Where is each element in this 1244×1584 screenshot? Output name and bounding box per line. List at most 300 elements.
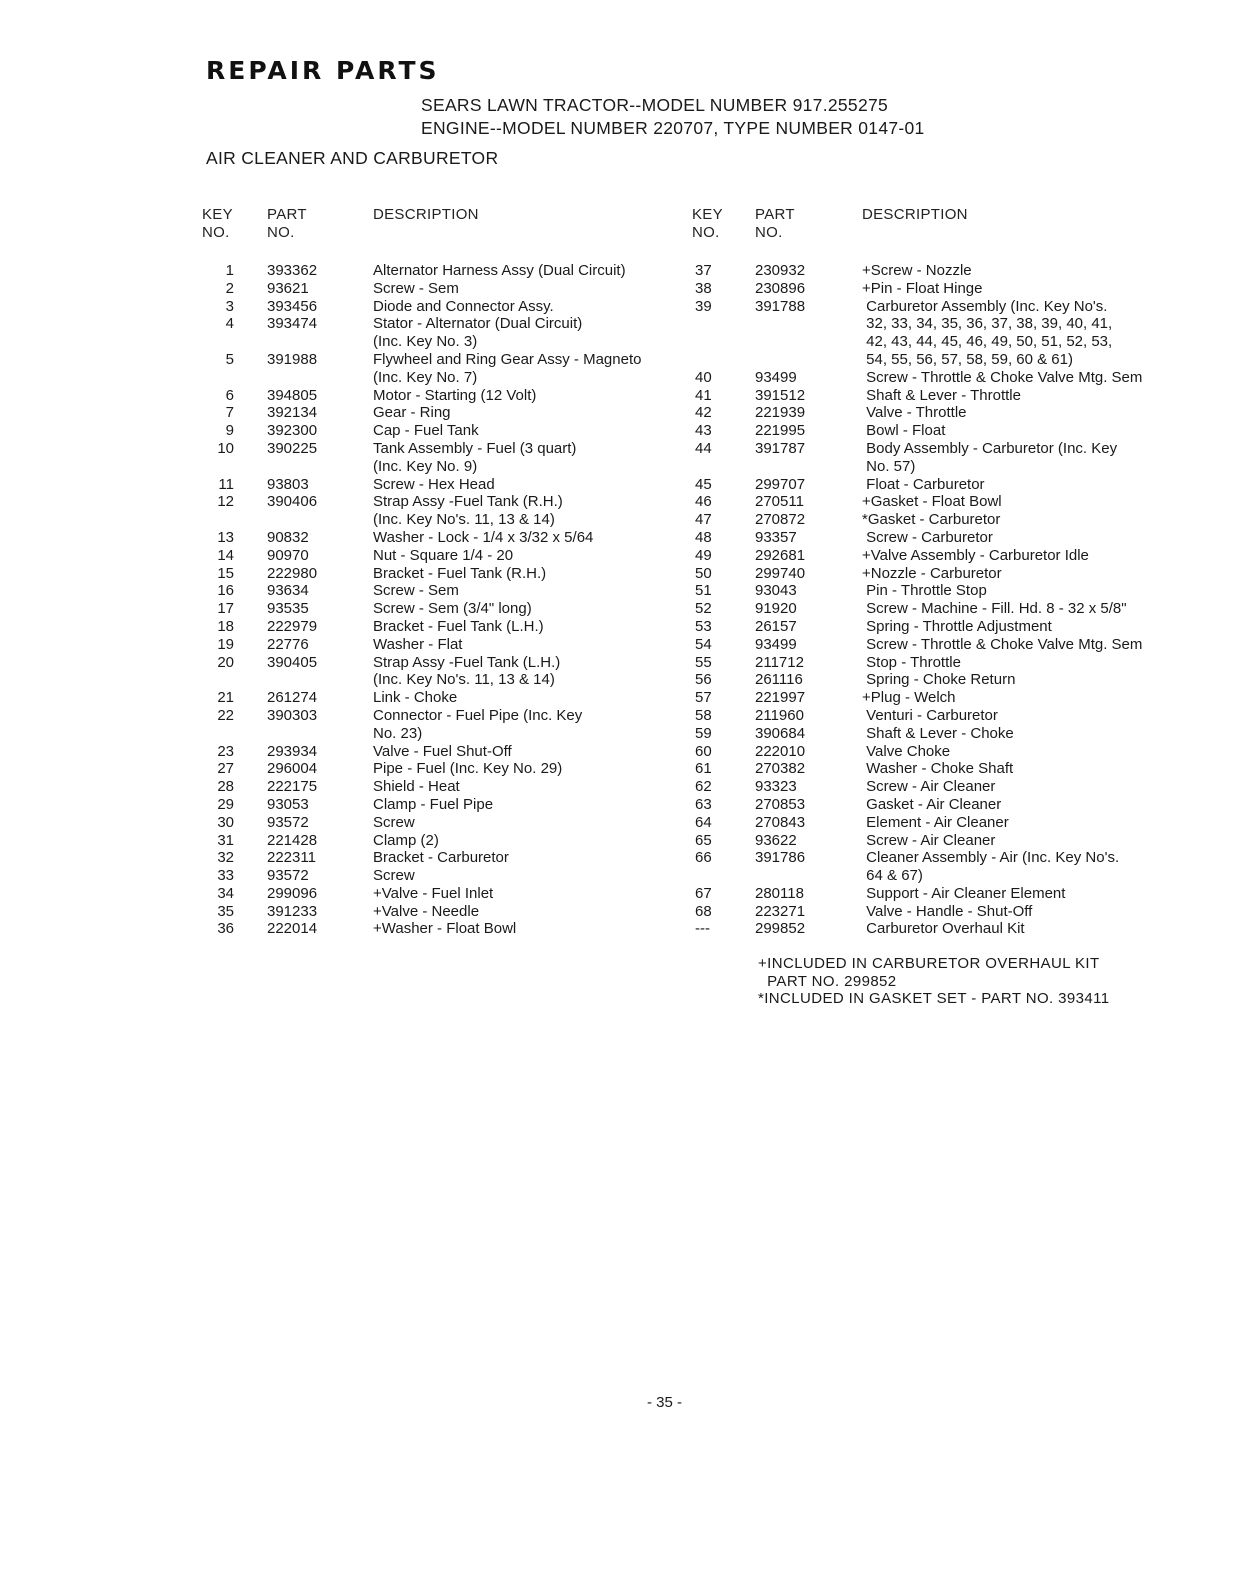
description-line: Screw - Sem — [373, 279, 459, 297]
table-row — [695, 814, 1215, 832]
header-key-no: KEY NO. — [692, 206, 723, 241]
part-no: 93634 — [267, 582, 309, 600]
description-line: (Inc. Key No. 3) — [373, 333, 478, 351]
part-no: 22776 — [267, 635, 309, 653]
description — [373, 885, 493, 903]
key-no: 65 — [695, 831, 712, 849]
description — [862, 262, 972, 280]
part-no: 270382 — [755, 760, 806, 778]
table-row — [695, 849, 1215, 885]
description-line: Screw - Throttle & Choke Valve Mtg. Sem — [862, 368, 1143, 386]
description — [862, 298, 1112, 369]
description — [862, 832, 995, 850]
table-row — [695, 565, 1215, 583]
parts-rows-right — [695, 262, 1215, 938]
description — [373, 262, 626, 280]
key-no: 13 — [217, 528, 234, 546]
part-no: 222311 — [267, 849, 316, 867]
model-line-engine: ENGINE--MODEL NUMBER 220707, TYPE NUMBER 0147-01 — [421, 118, 925, 138]
key-no: 38 — [695, 279, 712, 297]
key-no: 64 — [695, 813, 712, 831]
description — [373, 689, 457, 707]
part-no: 261274 — [267, 689, 318, 707]
table-row — [206, 262, 686, 280]
description-line: Support - Air Cleaner Element — [862, 884, 1066, 902]
footnote-overhaul-kit: +INCLUDED IN CARBURETOR OVERHAUL KIT — [758, 955, 1100, 972]
description-line: Body Assembly - Carburetor (Inc. Key — [862, 439, 1118, 457]
description — [373, 707, 582, 743]
key-no: 11 — [218, 475, 234, 493]
description-line: Gear - Ring — [373, 404, 451, 422]
part-no: 223271 — [755, 902, 806, 920]
key-no: 41 — [695, 386, 712, 404]
description — [373, 298, 554, 316]
key-no: 16 — [217, 582, 234, 600]
description-line: *Gasket - Carburetor — [862, 511, 1001, 529]
table-header — [202, 206, 686, 262]
description-line: +Gasket - Float Bowl — [862, 493, 1002, 511]
key-no: --- — [695, 920, 710, 938]
part-no: 261116 — [755, 671, 803, 689]
description-line: (Inc. Key No's. 11, 13 & 14) — [373, 511, 555, 529]
description — [373, 760, 562, 778]
description — [862, 547, 1089, 565]
description — [862, 440, 1117, 476]
footnote-overhaul-part-no: PART NO. 299852 — [758, 972, 897, 990]
part-no: 222010 — [755, 742, 806, 760]
description-line: Tank Assembly - Fuel (3 quart) — [373, 439, 577, 457]
key-no: 62 — [695, 778, 712, 796]
description-line: +Nozzle - Carburetor — [862, 564, 1002, 582]
part-no: 93572 — [267, 813, 309, 831]
part-no: 211960 — [755, 706, 804, 724]
part-no: 393362 — [267, 262, 318, 279]
description-line: Cleaner Assembly - Air (Inc. Key No's. — [862, 849, 1120, 867]
description — [373, 867, 415, 885]
part-no: 299707 — [755, 475, 806, 493]
table-row — [206, 654, 686, 690]
description — [373, 529, 593, 547]
key-no: 60 — [695, 742, 712, 760]
part-no: 299096 — [267, 884, 318, 902]
table-row — [206, 600, 686, 618]
key-no: 35 — [217, 902, 234, 920]
table-row — [695, 903, 1215, 921]
part-no: 390684 — [755, 724, 806, 742]
part-no: 390303 — [267, 706, 318, 724]
key-no: 50 — [695, 564, 712, 582]
description — [373, 796, 493, 814]
description-line: Strap Assy -Fuel Tank (R.H.) — [373, 493, 563, 511]
header-description: DESCRIPTION — [373, 206, 479, 223]
key-no: 49 — [695, 546, 712, 564]
key-no: 10 — [217, 439, 234, 457]
part-no: 391788 — [755, 297, 806, 315]
description-line: +Plug - Welch — [862, 689, 956, 707]
description-line: Washer - Flat — [373, 635, 463, 653]
key-no: 42 — [695, 404, 712, 422]
description-line: Stator - Alternator (Dual Circuit) — [373, 315, 583, 333]
key-no: 17 — [217, 600, 234, 618]
description — [373, 636, 462, 654]
parts-table-left — [202, 206, 686, 938]
description-line: Screw - Hex Head — [373, 475, 495, 493]
table-row — [695, 618, 1215, 636]
table-row — [206, 565, 686, 583]
part-no: 230932 — [755, 262, 806, 279]
section-title: AIR CLEANER AND CARBURETOR — [206, 148, 499, 168]
part-no: 270511 — [755, 493, 804, 511]
description-line: (Inc. Key No. 9) — [373, 457, 478, 475]
description — [862, 369, 1142, 387]
description — [373, 618, 544, 636]
table-row — [695, 511, 1215, 529]
description-line: Valve Choke — [862, 742, 951, 760]
key-no: 39 — [695, 297, 712, 315]
table-row — [206, 920, 686, 938]
part-no: 390405 — [267, 653, 318, 671]
part-no: 270843 — [755, 813, 806, 831]
page-number: - 35 - — [647, 1394, 683, 1411]
description — [862, 885, 1065, 903]
description — [862, 636, 1142, 654]
description-line: Alternator Harness Assy (Dual Circuit) — [373, 262, 626, 279]
table-row — [695, 547, 1215, 565]
description — [373, 351, 641, 387]
description-line: 54, 55, 56, 57, 58, 59, 60 & 61) — [862, 350, 1073, 368]
part-no: 93535 — [267, 600, 309, 618]
description-line: Spring - Throttle Adjustment — [862, 617, 1052, 635]
table-row — [206, 796, 686, 814]
table-row — [695, 760, 1215, 778]
description — [373, 440, 576, 476]
description-line: Float - Carburetor — [862, 475, 985, 493]
part-no: 222014 — [267, 920, 318, 938]
key-no: 45 — [695, 475, 712, 493]
key-no: 33 — [217, 867, 234, 885]
table-row — [206, 849, 686, 867]
part-no: 391233 — [267, 902, 318, 920]
description — [373, 547, 513, 565]
table-row — [695, 778, 1215, 796]
description — [862, 529, 993, 547]
key-no: 55 — [695, 653, 712, 671]
description-line: Clamp (2) — [373, 831, 439, 849]
description-line: +Screw - Nozzle — [862, 262, 972, 279]
description — [373, 903, 479, 921]
footnote-gasket-set: *INCLUDED IN GASKET SET - PART NO. 393411 — [758, 990, 1110, 1008]
table-row — [695, 440, 1215, 476]
description — [373, 778, 460, 796]
table-row — [206, 280, 686, 298]
key-no: 4 — [225, 315, 234, 333]
key-no: 12 — [217, 493, 234, 511]
table-row — [695, 280, 1215, 298]
table-row — [695, 600, 1215, 618]
key-no: 23 — [217, 742, 234, 760]
description — [862, 814, 1009, 832]
key-no: 48 — [695, 528, 712, 546]
key-no: 47 — [695, 511, 712, 529]
part-no: 221428 — [267, 831, 318, 849]
description — [862, 511, 1000, 529]
table-row — [206, 814, 686, 832]
description-line: +Valve - Needle — [373, 902, 480, 920]
key-no: 53 — [695, 617, 712, 635]
key-no: 6 — [225, 386, 234, 404]
description — [862, 689, 956, 707]
table-row — [206, 743, 686, 761]
part-no: 293934 — [267, 742, 318, 760]
description-line: Carburetor Assembly (Inc. Key No's. — [862, 297, 1108, 315]
description — [862, 760, 1013, 778]
part-no: 93053 — [267, 795, 309, 813]
table-row — [206, 351, 686, 387]
description — [373, 600, 532, 618]
table-row — [695, 493, 1215, 511]
table-row — [695, 369, 1215, 387]
description-line: Stop - Throttle — [862, 653, 961, 671]
key-no: 59 — [695, 724, 712, 742]
description — [862, 778, 995, 796]
part-no: 93499 — [755, 635, 797, 653]
parts-rows-left — [206, 262, 686, 938]
key-no: 20 — [217, 653, 234, 671]
table-row — [206, 422, 686, 440]
description — [862, 671, 1015, 689]
description-line: (Inc. Key No. 7) — [373, 368, 478, 386]
description-line: Screw - Throttle & Choke Valve Mtg. Sem — [862, 635, 1143, 653]
description-line: Screw - Machine - Fill. Hd. 8 - 32 x 5/8" — [862, 600, 1127, 618]
table-row — [206, 636, 686, 654]
parts-table-right — [692, 206, 1215, 938]
table-row — [206, 440, 686, 476]
part-no: 211712 — [755, 653, 804, 671]
description-line: Shaft & Lever - Choke — [862, 724, 1014, 742]
description-line: Bracket - Fuel Tank (R.H.) — [373, 564, 547, 582]
table-row — [695, 262, 1215, 280]
description — [862, 387, 1021, 405]
key-no: 31 — [217, 831, 234, 849]
key-no: 3 — [225, 297, 234, 315]
table-row — [695, 796, 1215, 814]
description-line: +Pin - Float Hinge — [862, 279, 983, 297]
part-no: 222979 — [267, 617, 318, 635]
part-no: 391786 — [755, 849, 806, 867]
part-no: 299852 — [755, 920, 806, 938]
key-no: 43 — [695, 422, 712, 440]
key-no: 37 — [695, 262, 712, 279]
description-line: Screw - Sem (3/4" long) — [373, 600, 532, 618]
description-line: Screw - Sem — [373, 582, 459, 600]
part-no: 222980 — [267, 564, 318, 582]
part-no: 390406 — [267, 493, 318, 511]
description-line: +Valve Assembly - Carburetor Idle — [862, 546, 1089, 564]
key-no: 21 — [217, 689, 234, 707]
description-line: Nut - Square 1/4 - 20 — [373, 546, 514, 564]
header-part-no: PART NO. — [755, 206, 795, 241]
part-no: 93803 — [267, 475, 309, 493]
description-line: Shield - Heat — [373, 778, 460, 796]
key-no: 7 — [225, 404, 234, 422]
table-row — [695, 422, 1215, 440]
description-line: 64 & 67) — [862, 867, 923, 885]
description-line: Spring - Choke Return — [862, 671, 1016, 689]
description-line: Element - Air Cleaner — [862, 813, 1009, 831]
description-line: Shaft & Lever - Throttle — [862, 386, 1021, 404]
table-row — [206, 529, 686, 547]
description — [373, 404, 451, 422]
key-no: 58 — [695, 706, 712, 724]
description — [862, 654, 961, 672]
key-no: 67 — [695, 884, 712, 902]
description-line: Pipe - Fuel (Inc. Key No. 29) — [373, 760, 563, 778]
description — [373, 743, 512, 761]
key-no: 28 — [217, 778, 234, 796]
page-title: REPAIR PARTS — [206, 56, 440, 85]
key-no: 30 — [217, 813, 234, 831]
description — [862, 565, 1002, 583]
table-row — [695, 298, 1215, 369]
table-row — [206, 618, 686, 636]
description-line: 32, 33, 34, 35, 36, 37, 38, 39, 40, 41, — [862, 315, 1113, 333]
table-row — [695, 920, 1215, 938]
key-no: 56 — [695, 671, 712, 689]
part-no: 292681 — [755, 546, 806, 564]
description — [862, 618, 1052, 636]
part-no: 26157 — [755, 617, 797, 635]
description — [862, 476, 985, 494]
description-line: Connector - Fuel Pipe (Inc. Key — [373, 706, 583, 724]
key-no: 34 — [217, 884, 234, 902]
part-no: 93357 — [755, 528, 797, 546]
part-no: 393456 — [267, 297, 318, 315]
table-row — [695, 671, 1215, 689]
table-row — [206, 760, 686, 778]
part-no: 90970 — [267, 546, 309, 564]
table-row — [695, 529, 1215, 547]
part-no: 390225 — [267, 439, 318, 457]
description — [373, 654, 560, 690]
description — [862, 903, 1032, 921]
part-no: 394805 — [267, 386, 318, 404]
key-no: 22 — [217, 706, 234, 724]
description-line: Screw — [373, 813, 415, 831]
table-row — [206, 832, 686, 850]
part-no: 90832 — [267, 528, 309, 546]
key-no: 68 — [695, 902, 712, 920]
part-no: 221995 — [755, 422, 806, 440]
description-line: Strap Assy -Fuel Tank (L.H.) — [373, 653, 561, 671]
part-no: 391512 — [755, 386, 806, 404]
part-no: 391787 — [755, 439, 806, 457]
part-no: 393474 — [267, 315, 318, 333]
model-line-tractor: SEARS LAWN TRACTOR--MODEL NUMBER 917.255275 — [421, 95, 889, 115]
table-row — [206, 387, 686, 405]
part-no: 270853 — [755, 795, 806, 813]
description-line: Pin - Throttle Stop — [862, 582, 987, 600]
key-no: 36 — [217, 920, 234, 938]
header-description: DESCRIPTION — [862, 206, 968, 223]
description-line: Clamp - Fuel Pipe — [373, 795, 494, 813]
part-no: 221939 — [755, 404, 806, 422]
part-no: 93622 — [755, 831, 797, 849]
description — [862, 743, 950, 761]
key-no: 57 — [695, 689, 712, 707]
description — [373, 280, 459, 298]
description — [373, 387, 536, 405]
table-row — [206, 298, 686, 316]
table-row — [206, 707, 686, 743]
header-part-no: PART NO. — [267, 206, 307, 241]
table-row — [695, 743, 1215, 761]
key-no: 52 — [695, 600, 712, 618]
description-line: Screw - Carburetor — [862, 528, 993, 546]
part-no: 391988 — [267, 350, 318, 368]
description — [373, 814, 415, 832]
table-row — [695, 689, 1215, 707]
header-key-no: KEY NO. — [202, 206, 233, 241]
key-no: 5 — [225, 350, 234, 368]
description-line: Washer - Lock - 1/4 x 3/32 x 5/64 — [373, 528, 594, 546]
description-line: Venturi - Carburetor — [862, 706, 998, 724]
part-no: 230896 — [755, 279, 806, 297]
description-line: Bracket - Carburetor — [373, 849, 509, 867]
description-line: Diode and Connector Assy. — [373, 297, 554, 315]
key-no: 1 — [225, 262, 234, 279]
description — [373, 476, 495, 494]
key-no: 14 — [217, 546, 234, 564]
description — [862, 920, 1025, 938]
description — [862, 600, 1127, 618]
part-no: 222175 — [267, 778, 318, 796]
key-no: 9 — [225, 422, 234, 440]
description-line: +Valve - Fuel Inlet — [373, 884, 494, 902]
description-line: (Inc. Key No's. 11, 13 & 14) — [373, 671, 555, 689]
table-row — [206, 885, 686, 903]
key-no: 27 — [217, 760, 234, 778]
description-line: Flywheel and Ring Gear Assy - Magneto — [373, 350, 642, 368]
table-row — [695, 885, 1215, 903]
description-line: Screw - Air Cleaner — [862, 778, 996, 796]
description-line: Motor - Starting (12 Volt) — [373, 386, 537, 404]
table-row — [695, 725, 1215, 743]
description — [862, 280, 982, 298]
key-no: 29 — [217, 795, 234, 813]
description — [862, 493, 1002, 511]
description-line: No. 23) — [373, 724, 423, 742]
part-no: 280118 — [755, 884, 804, 902]
description — [862, 422, 945, 440]
description — [373, 582, 459, 600]
table-header — [692, 206, 1215, 262]
description-line: Valve - Fuel Shut-Off — [373, 742, 512, 760]
description — [373, 920, 516, 938]
part-no: 299740 — [755, 564, 806, 582]
table-row — [695, 582, 1215, 600]
description — [862, 849, 1119, 885]
part-no: 221997 — [755, 689, 806, 707]
key-no: 40 — [695, 368, 712, 386]
table-row — [206, 547, 686, 565]
table-row — [206, 689, 686, 707]
description-line: +Washer - Float Bowl — [373, 920, 517, 938]
key-no: 44 — [695, 439, 712, 457]
key-no: 46 — [695, 493, 712, 511]
description-line: Carburetor Overhaul Kit — [862, 920, 1025, 938]
description — [373, 832, 439, 850]
description — [862, 725, 1014, 743]
